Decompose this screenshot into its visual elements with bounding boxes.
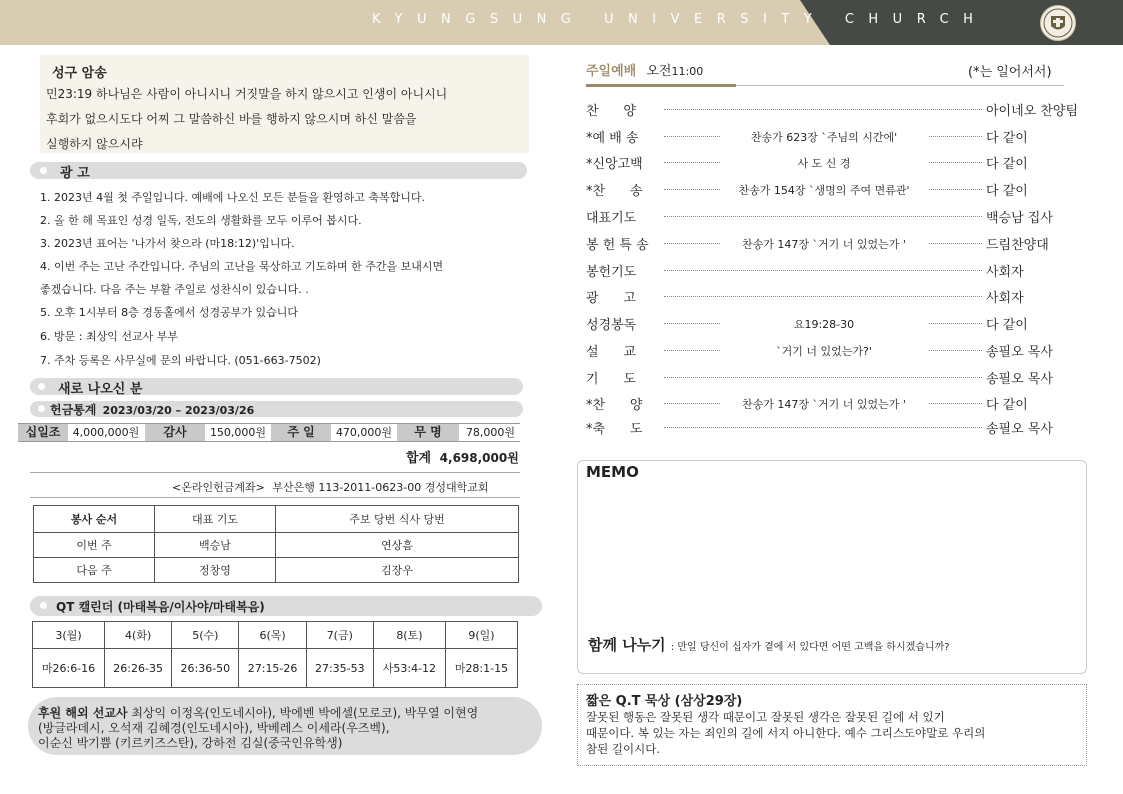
announcement-item: 1. 2023년 4월 첫 주일입니다. 예배에 나오신 모든 분들을 환영하고 축복합니다. [40, 191, 425, 204]
worship-item-leader: 다 같이 [986, 398, 1028, 413]
standing-note: (*는 일어서서) [968, 65, 1052, 80]
qt-passage: 마26:6-16 [33, 649, 105, 688]
offering-total [406, 447, 519, 466]
announcement-item: 3. 2023년 표어는 '나가서 찾으라 (마18:12)'입니다. [40, 237, 295, 250]
worship-item-label: 대표기도 [586, 211, 637, 226]
qt-passage: 26:26-35 [105, 649, 172, 688]
worship-item-label: *찬 양 [586, 398, 643, 413]
bullet-icon [38, 405, 45, 412]
table-row [33, 622, 518, 649]
short-qt-line: 참된 길이시다. [586, 742, 660, 756]
worship-item-detail: 찬송가 154장 `생명의 주여 면류관' [720, 182, 928, 198]
qt-day: 4(화) [105, 622, 172, 649]
offering-header [30, 401, 523, 417]
announcement-item: 4. 이번 주는 고난 주간입니다. 주님의 고난을 묵상하고 기도하며 한 주간을 보내시면 [40, 260, 444, 273]
offering-value: 150,000원 [209, 426, 267, 439]
share-text: : 만일 당신이 십자가 곁에 서 있다면 어떤 고백을 하시겠습니까? [670, 642, 950, 653]
dotted-leader [664, 427, 982, 428]
short-qt-line: 잘못된 행동은 잘못된 생각 때문이고 잘못된 생각은 잘못된 길에 서 있기 [586, 710, 945, 724]
university-seal-icon [1040, 5, 1076, 41]
worship-item-leader: 아이네오 찬양팀 [986, 104, 1079, 119]
missionaries-line: 이순신 박기쁨 (키르키즈스탄), 강하전 김실(중국인유학생) [38, 736, 343, 750]
dotted-leader [664, 216, 982, 217]
missionaries-title: 후원 해외 선교사 [38, 706, 128, 720]
duty-cell: 다음 주 [34, 558, 155, 583]
qt-header [30, 596, 542, 616]
worship-item-leader: 다 같이 [986, 131, 1028, 146]
offering-value: 4,000,000원 [72, 426, 140, 439]
missionaries-line: 최상익 이정옥(인도네시아), 박에벤 박에셀(모로코), 박무열 이현영 [131, 706, 479, 720]
qt-passage: 27:35-53 [306, 649, 373, 688]
dotted-leader [664, 270, 982, 271]
worship-item-detail: 찬송가 147장 `거기 너 있었는가 ' [720, 396, 928, 412]
duty-header: 대표 기도 [155, 506, 276, 533]
worship-item-leader: 다 같이 [986, 318, 1028, 333]
worship-item-leader: 사회자 [986, 265, 1024, 280]
table-row [34, 533, 519, 558]
qt-passage: 사53:4-12 [373, 649, 445, 688]
newcomers-header [30, 378, 523, 395]
duty-cell: 정창영 [155, 558, 276, 583]
title-underline [586, 84, 736, 87]
worship-item-label: 기 도 [586, 372, 636, 387]
worship-item-label: *찬 송 [586, 184, 643, 199]
online-account-number: 부산은행 113-2011-0623-00 경성대학교회 [272, 481, 489, 494]
duty-cell: 연상흠 [276, 533, 519, 558]
offering-label: 십일조 [18, 424, 68, 441]
qt-day: 8(토) [373, 622, 445, 649]
worship-item-detail: 사 도 신 경 [720, 155, 928, 171]
dotted-leader [664, 296, 982, 297]
memo-title: MEMO [586, 463, 639, 481]
dotted-leader [664, 377, 982, 378]
worship-item-leader: 송필오 목사 [986, 372, 1053, 387]
memory-verse-line: 후회가 없으시도다 어찌 그 말씀하신 바를 행하지 않으시며 하신 말씀을 [46, 112, 417, 126]
announcements-header [30, 162, 527, 179]
worship-item-leader: 백승남 집사 [986, 211, 1053, 226]
qt-title: QT 캘린더 (마태복음/이사야/마태복음) [56, 600, 265, 614]
worship-item-detail: `거기 너 있었는가?' [720, 343, 928, 359]
worship-item-label: *축 도 [586, 422, 643, 437]
offering-label: 감사 [145, 424, 205, 441]
newcomers-title: 새로 나오신 분 [58, 382, 143, 397]
duty-header: 봉사 순서 [34, 506, 155, 533]
worship-item-label: *신앙고백 [586, 157, 643, 172]
announcement-item: 5. 오후 1시부터 8층 경동홀에서 성경공부가 있습니다 [40, 306, 298, 319]
offering-total-label: 합계 [406, 451, 432, 466]
worship-item-leader: 다 같이 [986, 184, 1028, 199]
worship-item-detail: 요19:28-30 [720, 316, 928, 332]
online-account-label: <온라인헌금계좌> [172, 481, 265, 494]
dotted-leader [664, 109, 982, 110]
worship-title: 주일예배 [586, 64, 637, 79]
memory-verse-line: 실행하지 않으시랴 [46, 137, 143, 151]
announcement-item: 7. 주차 등록은 사무실에 문의 바랍니다. (051-663-7502) [40, 354, 321, 367]
worship-time-label: 오전 [646, 64, 672, 79]
duty-cell: 백승남 [155, 533, 276, 558]
announcement-item: 2. 올 한 해 목표인 성경 일독, 전도의 생활화를 모두 이루어 봅시다. [40, 214, 362, 227]
table-row [34, 558, 519, 583]
worship-time-value: 11:00 [671, 65, 704, 78]
offering-value: 470,000원 [335, 426, 393, 439]
offering-total-value: 4,698,000원 [439, 451, 519, 465]
offering-label: 주 일 [271, 424, 331, 441]
bullet-icon [38, 383, 45, 390]
worship-item-leader: 사회자 [986, 291, 1024, 306]
qt-day: 5(수) [172, 622, 239, 649]
qt-day: 9(일) [445, 622, 517, 649]
offering-value: 78,000원 [465, 426, 516, 439]
worship-item-label: 봉헌기도 [586, 265, 637, 280]
divider [30, 472, 520, 473]
short-qt-line: 때문이다. 복 있는 자는 죄인의 길에 서지 아니한다. 예수 그리스도야말로 우리의 [586, 726, 986, 740]
offering-period: 2023/03/20 – 2023/03/26 [102, 404, 255, 417]
announcement-item: 6. 방문 : 최상익 선교사 부부 [40, 330, 178, 343]
table-row [33, 649, 518, 688]
qt-passage: 26:36-50 [172, 649, 239, 688]
duty-cell: 이번 주 [34, 533, 155, 558]
duty-header: 주보 당번 식사 당번 [276, 506, 519, 533]
worship-item-label: 봉 헌 특 송 [586, 238, 649, 253]
worship-item-label: 찬 양 [586, 104, 636, 119]
offering-summary-row [18, 423, 520, 442]
worship-item-label: 광 고 [586, 291, 636, 306]
worship-item-label: *예 배 송 [586, 131, 639, 146]
duty-cell: 김장우 [276, 558, 519, 583]
bullet-icon [40, 602, 47, 609]
missionaries-line: (방글라데시, 오석재 김혜경(인도네시아), 박베레스 이세라(우즈벡), [38, 721, 390, 735]
memory-verse-title: 성구 암송 [52, 66, 107, 81]
qt-passage: 마28:1-15 [445, 649, 517, 688]
qt-day: 6(목) [239, 622, 306, 649]
duty-table [33, 505, 519, 583]
worship-item-label: 성경봉독 [586, 318, 637, 333]
qt-day: 7(금) [306, 622, 373, 649]
table-row [34, 506, 519, 533]
offering-title: 헌금통계 [50, 403, 97, 417]
divider [30, 497, 520, 498]
qt-calendar-table [32, 621, 518, 688]
short-qt-title: 짧은 Q.T 묵상 (삼상29장) [586, 694, 743, 709]
online-account [172, 479, 488, 495]
worship-item-leader: 다 같이 [986, 157, 1028, 172]
worship-item-leader: 송필오 목사 [986, 345, 1053, 360]
worship-item-detail: 찬송가 623장 `주님의 시간에' [720, 129, 928, 145]
church-name: KYUNGSUNG UNIVERSITY CHURCH [372, 12, 988, 27]
worship-item-leader: 드림찬양대 [986, 238, 1049, 253]
announcements-title: 광 고 [60, 166, 90, 181]
worship-item-leader: 송필오 목사 [986, 422, 1053, 437]
worship-item-label: 설 교 [586, 345, 636, 360]
divider [736, 85, 1064, 86]
bullet-icon [40, 167, 47, 174]
share-title: 함께 나누기 [588, 636, 666, 654]
announcement-item: 좋겠습니다. 다음 주는 부활 주일로 성찬식이 있습니다. . [40, 283, 309, 296]
qt-passage: 27:15-26 [239, 649, 306, 688]
qt-day: 3(월) [33, 622, 105, 649]
memory-verse-line: 민23:19 하나님은 사람이 아니시니 거짓말을 하지 않으시고 인생이 아니시니 [46, 87, 448, 101]
offering-label: 무 명 [397, 424, 459, 441]
worship-item-detail: 찬송가 147장 `거기 너 있었는가 ' [720, 236, 928, 252]
